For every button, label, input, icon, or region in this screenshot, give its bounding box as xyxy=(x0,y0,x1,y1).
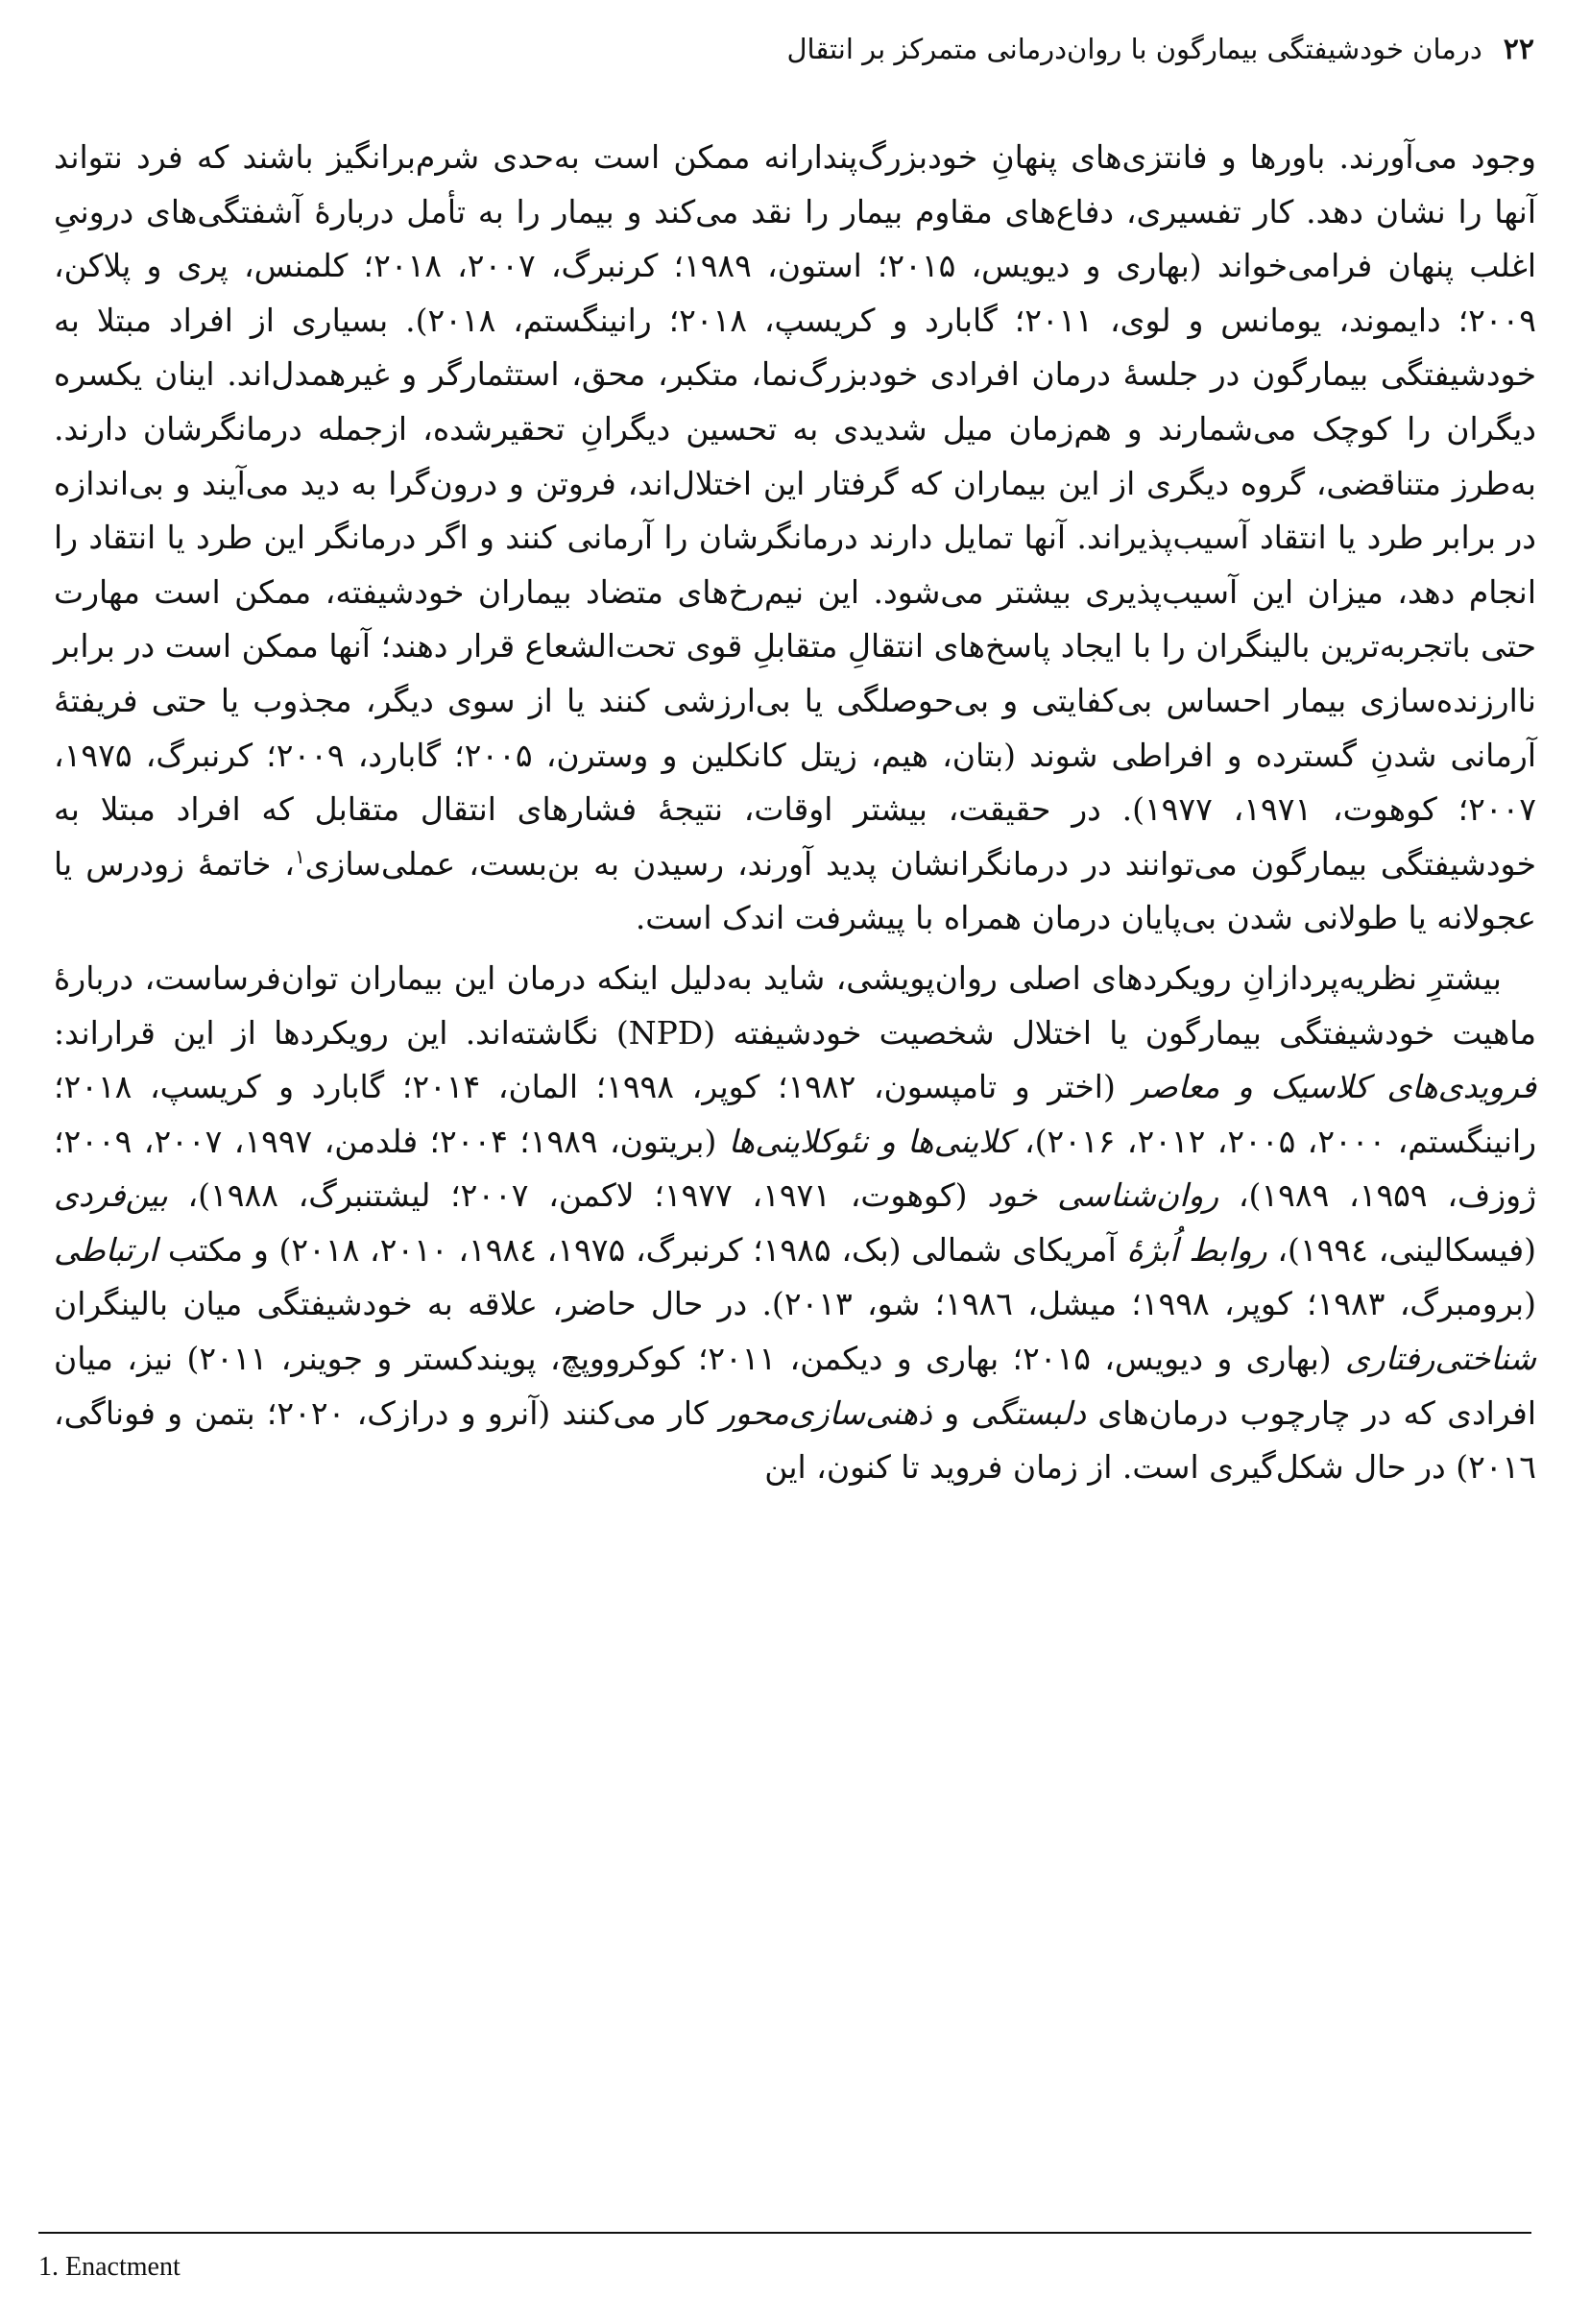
p2-term-self-psychology: روان‌شناسی خود xyxy=(987,1176,1219,1215)
p2-term-classic-freudians: فرویدی‌های کلاسیک و معاصر xyxy=(1133,1068,1537,1106)
footnote: 1. Enactment xyxy=(38,2252,181,2282)
footnote-divider xyxy=(38,2232,1531,2234)
paragraph-1 xyxy=(54,131,1536,946)
footnote-marker: ۱ xyxy=(294,845,305,868)
p2-text-a: بیشترِ نظریه‌پردازانِ رویکردهای اصلی روان‌پویشی، شاید به‌دلیل اینکه درمان این بیماران توان‌فرساست، دربارهٔ ماهیت خودشیفتگی بیمارگون یا اختلال شخصیت خودشیفته (NPD) نگاشته‌اند. این رویکردها از این قراراند: xyxy=(54,958,1536,1052)
p2-text-e: (بریتون، ۱۹۸۹؛ ۲۰۰۴؛ فلدمن، ۱۹۹۷، ۲۰۰۷، ۲۰۰۹؛ ژوزف، ۱۹۵۹، ۱۹۸۹)، xyxy=(54,1122,1537,1215)
paragraph-2 xyxy=(54,952,1536,1495)
paragraph-1-text-end: ، خاتمهٔ زودرس یا عجولانه یا طولانی شدن بی‌پایان درمان همراه با پیشرفت اندک است. xyxy=(54,844,1536,937)
paragraph-1-text: وجود می‌آورند. باورها و فانتزی‌های پنهانِ خودبزرگ‌پندارانه ممکن است به‌حدی شرم‌برانگیز باشند که فرد نتواند آنها را نشان دهد. کار تفسیری، دفاع‌های مقاوم بیمار را نقد می‌کند و بیمار را به تأمل دربارهٔ آشفتگی‌های درونیِ اغلب پنهان فرامی‌خواند (بهاری و دیویس، ۲۰۱۵؛ استون، ۱۹۸۹؛ کرنبرگ، ۲۰۰۷، ۲۰۱۸؛ کلمنس، پری و پلاکن، ۲۰۰۹؛ دایموند، یومانس و لوی، ۲۰۱۱؛ گابارد و کریسپ، ۲۰۱۸؛ رانینگستم، ۲۰۱۸). بسیاری از افراد مبتلا به خودشیفتگی بیمارگون در جلسهٔ درمان افرادی خودبزرگ‌نما، متکبر، محق، استثمارگر و غیرهمدل‌اند. اینان یکسره دیگران را کوچک می‌شمارند و هم‌زمان میل شدیدی به تحسین دیگرانِ تحقیرشده، ازجمله درمانگرشان دارند. به‌طرز متناقضی، گروه دیگری از این بیماران که گرفتار این اختلال‌اند، فروتن و درون‌گرا به دید می‌آیند و بی‌اندازه در برابر طرد یا انتقاد آسیب‌پذیراند. آنها تمایل دارند درمانگرشان را آرمانی کنند و اگر درمانگر این طرد یا انتقاد را انجام دهد، میزان این آسیب‌پذیری بیشتر می‌شود. این نیم‌رخ‌های متضاد بیماران خودشیفته، ممکن است مهارت حتی باتجربه‌ترین بالینگران را با ایجاد پاسخ‌های انتقالِ متقابلِ قوی تحت‌الشعاع قرار دهند؛ آنها ممکن است در برابر ناارزنده‌سازی بیمار احساس بی‌کفایتی و بی‌حوصلگی یا بی‌ارزشی کنند یا از سوی دیگر، مجذوب یا حتی فریفتهٔ آرمانی شدنِ گسترده و افراطی شوند (بتان، هیم، زیتل کانکلین و وسترن، ۲۰۰۵؛ گابارد، ۲۰۰۹؛ کرنبرگ، ۱۹۷۵، ۲۰۰۷؛ کوهوت، ۱۹۷۱، ۱۹۷۷). در حقیقت، بیشتر اوقات، نتیجهٔ فشارهای انتقال متقابل که افراد مبتلا به خودشیفتگی بیمارگون می‌توانند در درمانگرانشان پدید آورند، رسیدن به بن‌بست، عملی‌سازی xyxy=(54,138,1537,883)
p2-text-q: و xyxy=(931,1393,972,1432)
p2-text-m: (برومبرگ، ۱۹۸۳؛ کوپر، ۱۹۹۸؛ میشل، ۱۹۸٦؛ شو، ۲۰۱۳). در حال حاضر، علاقه به خودشیفتگی میان بالینگران xyxy=(54,1285,1536,1323)
running-title: درمان خودشیفتگی بیمارگون با روان‌درمانی متمرکز بر انتقال xyxy=(786,33,1482,65)
page-number: ۲۲ xyxy=(1503,33,1534,66)
p2-text-g: (کوهوت، ۱۹۷۱، ۱۹۷۷؛ لاکمن، ۲۰۰۷؛ لیشتنبرگ، ۱۹۸۸)، xyxy=(167,1176,988,1215)
p2-term-interpersonal: بین‌فردی xyxy=(54,1176,168,1215)
p2-term-cognitive-behavioral: شناختی‌رفتاری xyxy=(1344,1340,1536,1378)
p2-term-object-relations: روابط اُبژهٔ xyxy=(1126,1230,1267,1269)
p2-term-mentalization: ذهنی‌سازی‌محور xyxy=(719,1393,932,1432)
p2-text-k: آمریکای شمالی (بک، ۱۹۸۵؛ کرنبرگ، ۱۹۷۵، ۱۹۸٤، ۲۰۱۰، ۲۰۱۸) و مکتب xyxy=(157,1230,1127,1269)
p2-term-relational: ارتباطی xyxy=(54,1230,158,1269)
p2-term-kleinians: کلاینی‌ها و نئوکلاینی‌ها xyxy=(728,1122,1013,1160)
p2-text-c: (اختر و تامپسون، ۱۹۸۲؛ کوپر، ۱۹۹۸؛ المان، ۲۰۱۴؛ گابارد و کریسپ، ۲۰۱۸؛ رانینگستم، ۲۰۰۰، ۲۰۰۵، ۲۰۱۲، ۲۰۱۶)، xyxy=(54,1068,1537,1160)
p2-text-o: (بهاری و دیویس، ۲۰۱۵؛ بهاری و دیکمن، ۲۰۱۱؛ کوکرووپچ، پویندکستر و جوینر، ۲۰۱۱) نیز، میان افرادی که در چارچوب درمان‌های xyxy=(54,1340,1536,1432)
p2-term-attachment: دلبستگی xyxy=(971,1393,1087,1432)
running-head xyxy=(56,29,1534,69)
p2-text-i: (فیسکالینی، ۱۹۹٤)، xyxy=(1266,1230,1537,1269)
p2-text-s: کار می‌کنند (آنرو و درازک، ۲۰۲۰؛ بتمن و فوناگی، ۲۰۱٦) در حال شکل‌گیری است. از زمان فروید تا کنون، این xyxy=(54,1393,1536,1487)
body-text xyxy=(54,131,1536,1495)
